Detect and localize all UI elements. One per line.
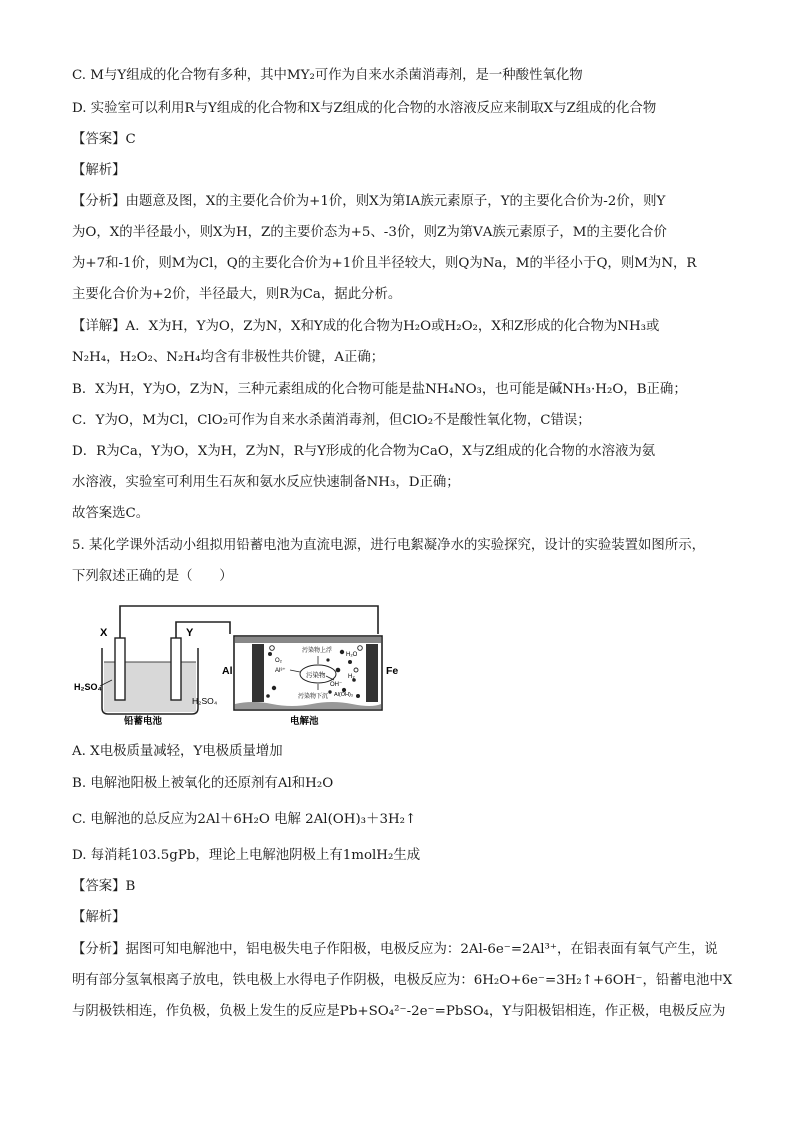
analysis2-line-1: 【分析】据图可知电解池中，铝电极失电子作阳极，电极反应为：2Al-6e⁻=2Al³⁺，在铝表面有氧气产生，说 [72,942,718,957]
label-x: X [100,627,108,639]
detail-line-d2: 水溶液，实验室可利用生石灰和氨水反应快速制备NH₃，D正确； [72,475,460,490]
label-h2o: H₂O [346,652,358,658]
option-c: C. 电解池的总反应为2Al＋6H₂O 电解 2Al(OH)₃＋3H₂↑ [72,812,417,827]
option-d-line: D. 实验室可以利用R与Y组成的化合物和X与Z组成的化合物的水溶液反应来制取X与Z组成的化合物 [72,101,657,116]
label-al3: Al³⁺ [275,668,286,674]
label-h2: H₂ [348,674,355,680]
analysis2-line-2: 明有部分氢氧根离子放电，铁电极上水得电子作阴极，电极反应为：6H₂O+6e⁻=3H₂↑+6OH⁻，铅蓄电池中X [72,973,733,988]
analysis-line-1: 【分析】由题意及图，X的主要化合价为+1价，则X为第ⅠA族元素原子，Y的主要化合价为-2价，则Y [72,194,666,209]
detail-line-1: 【详解】A．X为H，Y为O，Z为N，X和Y成的化合物为H₂O或H₂O₂，X和Z形成的化合物为NH₃或 [72,319,660,334]
electrode-y [171,638,181,700]
option-d: D. 每消耗103.5gPb，理论上电解池阴极上有1molH₂生成 [72,848,421,863]
conclusion-line: 故答案选C。 [72,506,150,521]
answer-label-2: 【答案】B [72,879,136,894]
label-h2so4-right: H₂SO₄ [192,696,218,706]
question-5-line-1: 5. 某化学课外活动小组拟用铅蓄电池为直流电源，进行电絮凝净水的实验探究，设计的实验装置如图所示， [72,538,705,553]
label-pollutant-up: 污染物上浮 [302,648,333,654]
analysis-label-2: 【解析】 [72,910,126,925]
foam-layer [235,637,381,643]
electrode-fe [366,644,378,702]
analysis2-line-3: 与阴极铁相连，作负极，负极上发生的反应是Pb+SO₄²⁻-2e⁻=PbSO₄，Y与阳极铝相连，作正极，电极反应为 [72,1004,726,1019]
label-battery: 铅蓄电池 [124,716,163,727]
detail-line-b: B．X为H，Y为O，Z为N，三种元素组成的化合物可能是盐NH₄NO₃，也可能是碱NH₃·H₂O，B正确； [72,382,687,397]
detail-line-d1: D．R为Ca，Y为O，X为H，Z为N，R与Y形成的化合物为CaO，X与Z组成的化合物的水溶液为氨 [72,444,656,459]
label-fe: Fe [386,665,399,677]
label-y: Y [186,627,194,639]
question-5-line-2: 下列叙述正确的是（ ） [72,569,233,584]
detail-line-2: N₂H₄，H₂O₂、N₂H₄均含有非极性共价键，A正确； [72,350,385,365]
electrode-al [252,644,264,702]
label-h2so4-left: H₂SO₄ [74,682,102,692]
answer-label: 【答案】C [72,132,136,147]
electrode-x [115,638,125,700]
option-c-line: C. M与Y组成的化合物有多种，其中MY₂可作为自来水杀菌消毒剂，是一种酸性氧化物 [72,68,583,83]
option-a: A. X电极质量减轻，Y电极质量增加 [72,744,283,759]
analysis-line-4: 主要化合价为+2价，半径最大，则R为Ca，据此分析。 [72,287,402,302]
option-b: B. 电解池阳极上被氧化的还原剂有Al和H₂O [72,776,334,791]
label-pollutant: 污染物 [306,672,326,679]
label-o2: O₂ [275,658,282,664]
label-al-oh: Al(OH)₃ [334,692,354,698]
label-pollutant-down: 污染物下沉 [298,694,329,700]
analysis-line-2: 为O，X的半径最小，则X为H，Z的主要价态为+5、-3价，则Z为第ⅤA族元素原子，M的主要化合价 [72,225,667,240]
detail-line-c: C．Y为O，M为Cl，ClO₂可作为自来水杀菌消毒剂，但ClO₂不是酸性氧化物，C错误； [72,413,591,428]
label-oh: OH⁻ [330,682,343,688]
apparatus-figure [72,600,399,728]
analysis-label: 【解析】 [72,163,126,178]
label-cell: 电解池 [290,716,319,727]
analysis-line-3: 为+7和-1价，则M为Cl，Q的主要化合价为+1价且半径较大，则Q为Na，M的半径小于Q，则M为N，R [72,256,697,271]
label-al: Al [222,665,233,677]
